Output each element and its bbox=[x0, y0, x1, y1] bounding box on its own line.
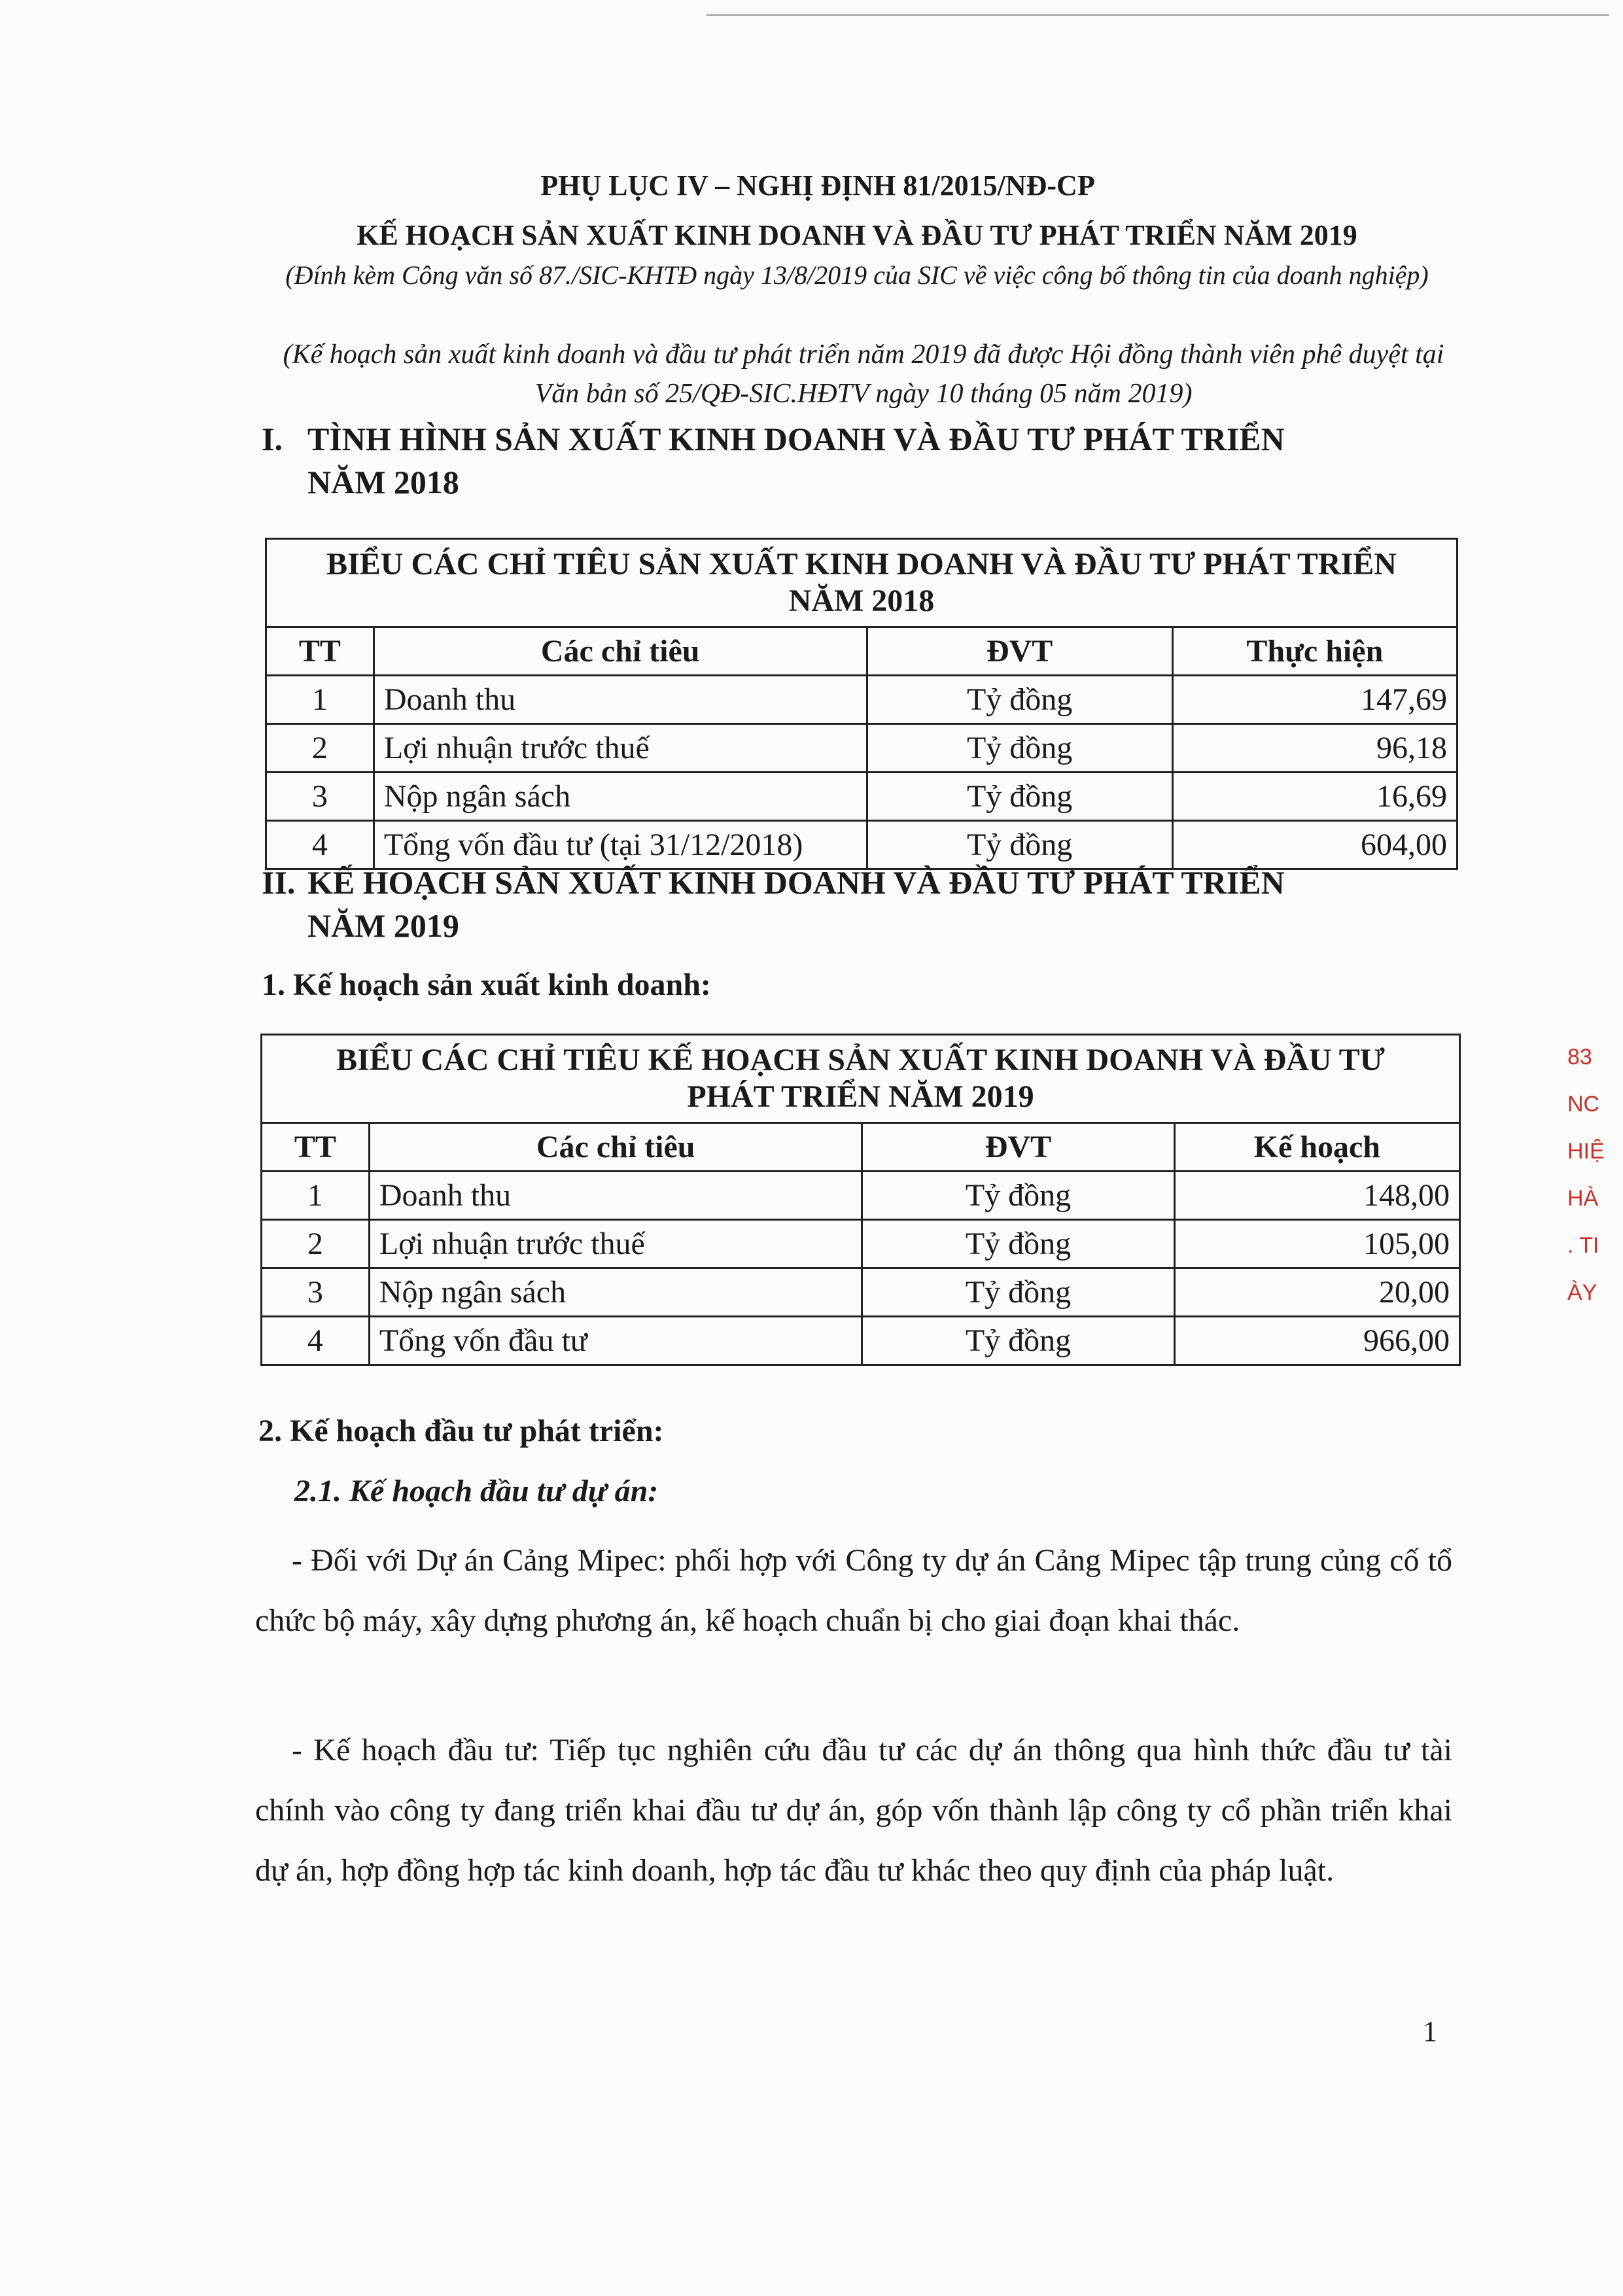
cell-value: 147,69 bbox=[1172, 676, 1457, 724]
cell-unit: Tỷ đồng bbox=[867, 724, 1172, 773]
cell-tt: 3 bbox=[266, 773, 374, 821]
cell-value: 604,00 bbox=[1172, 821, 1457, 869]
cell-tt: 4 bbox=[266, 821, 374, 869]
approval-note: (Kế hoạch sản xuất kinh doanh và đầu tư phát triển năm 2019 đã được Hội đồng thành viên phê duyệt tại Văn bản số 25/QĐ-SIC.HĐTV ngày 10 tháng 05 năm 2019) bbox=[283, 339, 1444, 409]
header-unit: ĐVT bbox=[862, 1123, 1174, 1172]
table-title-line2: PHÁT TRIỂN NĂM 2019 bbox=[687, 1079, 1034, 1114]
cell-unit: Tỷ đồng bbox=[862, 1220, 1174, 1268]
header-value: Thực hiện bbox=[1172, 627, 1457, 676]
paragraph-investment-plan: - Kế hoạch đầu tư: Tiếp tục nghiên cứu đầu tư các dự án thông qua hình thức đầu tư tài chính vào công ty đang triển khai đầu tư dự án, góp vốn thành lập công ty cổ phần triển khai dự án, hợp đồng hợp tác kinh doanh, hợp tác đầu tư khác theo quy định của pháp luật. bbox=[255, 1733, 1452, 1888]
cell-item: Doanh thu bbox=[369, 1172, 862, 1220]
table-row bbox=[266, 724, 1457, 773]
cell-value: 20,00 bbox=[1174, 1268, 1459, 1317]
table-title-line1: BIỂU CÁC CHỈ TIÊU SẢN XUẤT KINH DOANH VÀ ĐẦU TƯ PHÁT TRIỂN bbox=[326, 547, 1397, 582]
cell-tt: 2 bbox=[266, 724, 374, 773]
cell-item: Tổng vốn đầu tư bbox=[369, 1317, 862, 1365]
cell-unit: Tỷ đồng bbox=[867, 821, 1172, 869]
cell-tt: 1 bbox=[266, 676, 374, 724]
cell-value: 16,69 bbox=[1172, 773, 1457, 821]
cell-unit: Tỷ đồng bbox=[862, 1268, 1174, 1317]
table-2018-indicators bbox=[265, 538, 1458, 870]
stamp-text: . TI bbox=[1567, 1233, 1599, 1258]
annex-heading: PHỤ LỤC IV – NGHỊ ĐỊNH 81/2015/NĐ-CP bbox=[540, 169, 1095, 201]
cell-item: Lợi nhuận trước thuế bbox=[369, 1220, 862, 1268]
table-row bbox=[266, 773, 1457, 821]
header-item: Các chỉ tiêu bbox=[374, 627, 867, 676]
cell-unit: Tỷ đồng bbox=[867, 773, 1172, 821]
table-title-line2: NĂM 2018 bbox=[788, 583, 935, 618]
top-rule bbox=[707, 14, 1609, 16]
cell-tt: 4 bbox=[262, 1317, 370, 1365]
section-2-title-line2: NĂM 2019 bbox=[307, 907, 459, 944]
stamp-text: NC bbox=[1567, 1092, 1600, 1117]
stamp-text: 83 bbox=[1567, 1045, 1592, 1070]
table-row bbox=[262, 1268, 1460, 1317]
cell-item: Lợi nhuận trước thuế bbox=[374, 724, 867, 773]
cell-unit: Tỷ đồng bbox=[862, 1317, 1174, 1365]
red-stamp-fragment bbox=[1567, 1034, 1607, 1334]
table-row bbox=[262, 1317, 1460, 1365]
cell-tt: 1 bbox=[262, 1172, 370, 1220]
attachment-note: (Đính kèm Công văn số 87./SIC-KHTĐ ngày 13/8/2019 của SIC về việc công bố thông tin của doanh nghiệp) bbox=[285, 260, 1429, 290]
cell-tt: 2 bbox=[262, 1220, 370, 1268]
cell-value: 966,00 bbox=[1174, 1317, 1459, 1365]
section-1-number: I. bbox=[262, 421, 283, 457]
subsection-1-heading: 1. Kế hoạch sản xuất kinh doanh: bbox=[262, 967, 711, 1002]
table-2019-plan bbox=[260, 1034, 1461, 1366]
cell-value: 148,00 bbox=[1174, 1172, 1459, 1220]
stamp-text: HÀ bbox=[1567, 1186, 1599, 1211]
cell-item: Nộp ngân sách bbox=[369, 1268, 862, 1317]
stamp-text: ÀY bbox=[1567, 1280, 1597, 1305]
header-tt: TT bbox=[266, 627, 374, 676]
header-item: Các chỉ tiêu bbox=[369, 1123, 862, 1172]
cell-unit: Tỷ đồng bbox=[867, 676, 1172, 724]
cell-item: Doanh thu bbox=[374, 676, 867, 724]
table-title bbox=[262, 1035, 1460, 1123]
cell-value: 96,18 bbox=[1172, 724, 1457, 773]
cell-item: Nộp ngân sách bbox=[374, 773, 867, 821]
cell-tt: 3 bbox=[262, 1268, 370, 1317]
table-title-line1: BIỂU CÁC CHỈ TIÊU KẾ HOẠCH SẢN XUẤT KINH DOANH VÀ ĐẦU TƯ bbox=[336, 1043, 1385, 1077]
paragraph-mipec-port: - Đối với Dự án Cảng Mipec: phối hợp với Công ty dự án Cảng Mipec tập trung củng cố tổ chức bộ máy, xây dựng phương án, kế hoạch chuẩn bị cho giai đoạn khai thác. bbox=[255, 1543, 1452, 1638]
table-row bbox=[262, 1220, 1460, 1268]
table-header-row bbox=[266, 627, 1457, 676]
cell-item: Tổng vốn đầu tư (tại 31/12/2018) bbox=[374, 821, 867, 869]
header-unit: ĐVT bbox=[867, 627, 1172, 676]
table-header-row bbox=[262, 1123, 1460, 1172]
header-value: Kế hoạch bbox=[1174, 1123, 1459, 1172]
cell-unit: Tỷ đồng bbox=[862, 1172, 1174, 1220]
stamp-text: HIỆ bbox=[1567, 1139, 1605, 1164]
section-2-number: II. bbox=[262, 864, 296, 901]
header-tt: TT bbox=[262, 1123, 370, 1172]
section-2-title-line1: KẾ HOẠCH SẢN XUẤT KINH DOANH VÀ ĐẦU TƯ PHÁT TRIỂN bbox=[307, 864, 1285, 901]
section-1-title-line2: NĂM 2018 bbox=[307, 464, 459, 500]
page-number: 1 bbox=[1423, 2015, 1437, 2047]
subsection-2-1-heading: 2.1. Kế hoạch đầu tư dự án: bbox=[294, 1474, 659, 1508]
subsection-2-heading: 2. Kế hoạch đầu tư phát triển: bbox=[258, 1414, 664, 1448]
plan-title: KẾ HOẠCH SẢN XUẤT KINH DOANH VÀ ĐẦU TƯ PHÁT TRIỂN NĂM 2019 bbox=[357, 219, 1357, 251]
section-1-heading bbox=[262, 417, 1472, 504]
section-1-title-line1: TÌNH HÌNH SẢN XUẤT KINH DOANH VÀ ĐẦU TƯ PHÁT TRIỂN bbox=[307, 421, 1285, 457]
table-title bbox=[266, 539, 1457, 627]
table-row bbox=[266, 676, 1457, 724]
table-row bbox=[262, 1172, 1460, 1220]
cell-value: 105,00 bbox=[1174, 1220, 1459, 1268]
section-2-heading bbox=[262, 861, 1472, 947]
